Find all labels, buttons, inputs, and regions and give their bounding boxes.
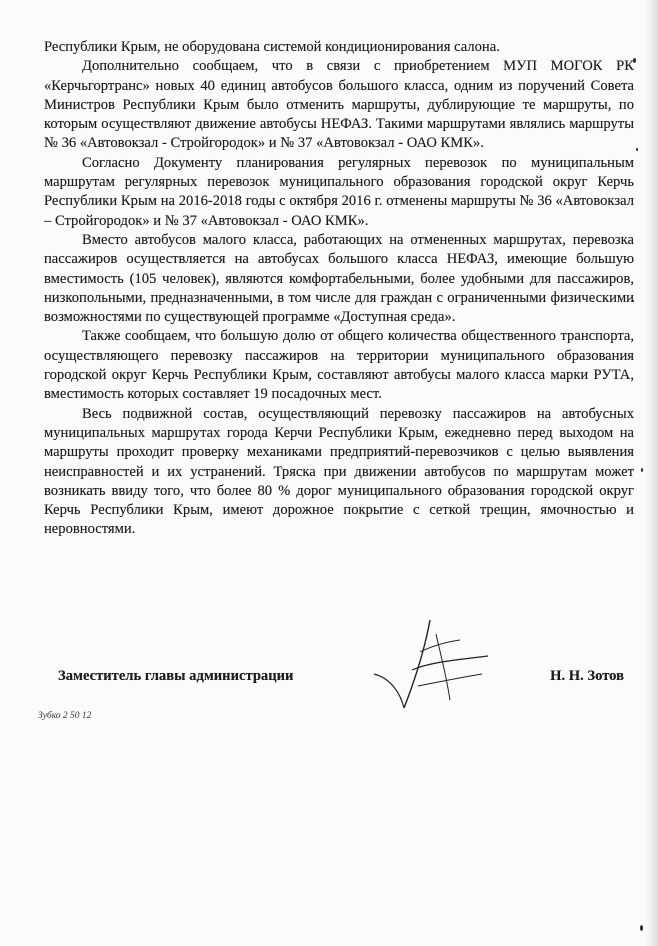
scan-speck xyxy=(640,925,643,931)
paragraph-2: Дополнительно сообщаем, что в связи с приобретением МУП МОГОК РК «Керчьгортранс» новых 40 единиц автобусов большого класса, одним из поручений Совета Министров Республики Крым было отменить маршруты, дублирующие те маршруты, по которым осуществляют движение автобусы НЕФАЗ. Такими маршрутами являлись маршруты № 36 «Автовокзал - Стройгородок» и № 37 «Автовокзал - ОАО КМК». xyxy=(44,58,634,152)
scan-speck xyxy=(636,148,638,151)
signature-block xyxy=(58,662,624,690)
letter-body xyxy=(44,38,634,540)
paragraph-4: Вместо автобусов малого класса, работающих на отмененных маршрутах, перевозка пассажиров осуществляется на автобусах большого класса НЕФАЗ, имеющие большую вместимость (105 человек), являются комфортабельными, более удобными для пассажиров, низкопольными, предназначенными, в том числе для граждан с ограниченными физическими возможностями по существующей программе «Доступная среда». xyxy=(44,231,634,326)
scan-speck xyxy=(641,468,643,472)
paragraph-5: Также сообщаем, что большую долю от общего количества общественного транспорта, осуществляющего перевозку пассажиров на территории муниципального образования городской округ Керчь Республики Крым, составляют автобусы малого класса марки РУТА, вместимость которых составляет 19 посадочных мест. xyxy=(44,328,634,403)
signatory-position: Заместитель главы администрации xyxy=(58,668,294,684)
executor-note: Зубко 2 50 12 xyxy=(38,711,92,721)
paragraph-3: Согласно Документу планирования регулярных перевозок по муниципальным маршрутам регулярных перевозок муниципального образования городской округ Керчь Республики Крым на 2016-2018 годы с октября 2016 г. отменены маршруты № 36 «Автовокзал – Стройгородок» и № 37 «Автовокзал - ОАО КМК». xyxy=(44,154,634,229)
signatory-name: Н. Н. Зотов xyxy=(550,668,624,684)
paragraph-6: Весь подвижной состав, осуществляющий перевозку пассажиров на автобусных муниципальных маршрутах города Керчи Республики Крым, ежедневно перед выходом на маршруты проходит проверку механиками предприятий-перевозчиков с целью выявления неисправностей и их устранений. Тряска при движении автобусов по маршрутам может возникать ввиду того, что более 80 % дорог муниципального образования городской округ Керчь Республики Крым, имеют дорожное покрытие с сеткой трещин, ямочностью и неровностями. xyxy=(44,405,634,538)
paragraph-1: Республики Крым, не оборудована системой кондиционирования салона. xyxy=(44,39,500,55)
scan-edge-shadow xyxy=(644,0,658,946)
